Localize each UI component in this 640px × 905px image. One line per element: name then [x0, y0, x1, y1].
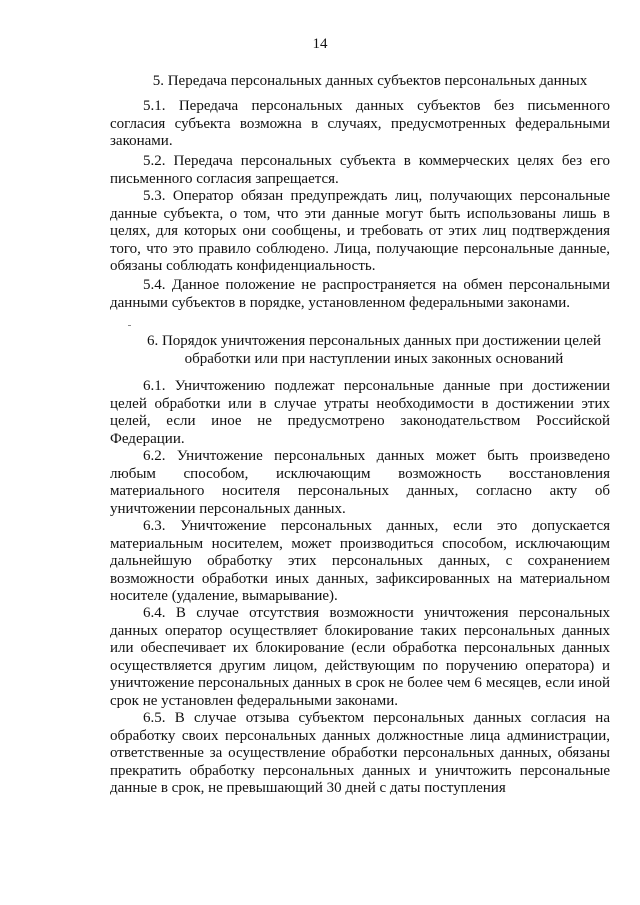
paragraph-6-2: 6.2. Уничтожение персональных данных может быть произведено любым способом, исключающим возможность восстановления материального носителя персональных данных, согласно акту об уничтожении персональных данных. — [110, 448, 610, 517]
paragraph-5-4: 5.4. Данное положение не распространяется на обмен персональными данными субъектов в порядке, установленном федеральными законами. — [110, 277, 610, 311]
paragraph-5-3: 5.3. Оператор обязан предупреждать лиц, получающих персональные данные субъекта, о том, что эти данные могут быть использованы лишь в целях, для которых они сообщены, и требовать от этих лиц подтверждения того, что это правило соблюдено. Лица, получающие персональные данные, обязаны соблюдать конфиденциальность. — [110, 188, 610, 275]
paragraph-6-3: 6.3. Уничтожение персональных данных, если это допускается материальным носителем, может производиться способом, исключающим дальнейшую обработку этих персональных данных, с сохранением возможности обработки иных данных, зафиксированных на материальном носителе (удаление, вымарывание). — [110, 518, 610, 605]
section-heading-6: 6. Порядок уничтожения персональных данных при достижении целей обработки или при наступлении иных законных оснований — [146, 333, 602, 367]
section-heading-5: 5. Передача персональных данных субъектов персональных данных — [152, 73, 588, 89]
scan-mark — [128, 325, 131, 326]
paragraph-5-1: 5.1. Передача персональных данных субъектов без письменного согласия субъекта возможна в случаях, предусмотренных федеральными законами. — [110, 98, 610, 150]
paragraph-6-5: 6.5. В случае отзыва субъектом персональных данных согласия на обработку своих персональных данных должностные лица администрации, ответственные за осуществление обработки персональных данных, обязаны прекратить обработку персональных данных и уничтожить персональные данные в срок, не превышающий 30 дней с даты поступления — [110, 710, 610, 797]
paragraph-5-2: 5.2. Передача персональных субъекта в коммерческих целях без его письменного согласия запрещается. — [110, 153, 610, 187]
paragraph-6-4: 6.4. В случае отсутствия возможности уничтожения персональных данных оператор осуществляет блокирование таких персональных данных или обеспечивает их блокирование (если обработка персональных данных осуществляется другим лицом, действующим по поручению оператора) и уничтожение персональных данных в срок не более чем 6 месяцев, если иной срок не установлен федеральными законами. — [110, 605, 610, 709]
paragraph-6-1: 6.1. Уничтожению подлежат персональные данные при достижении целей обработки или в случае утраты необходимости в достижении этих целей, если иное не предусмотрено законодательством Российской Федерации. — [110, 378, 610, 447]
page-number: 14 — [312, 36, 328, 52]
